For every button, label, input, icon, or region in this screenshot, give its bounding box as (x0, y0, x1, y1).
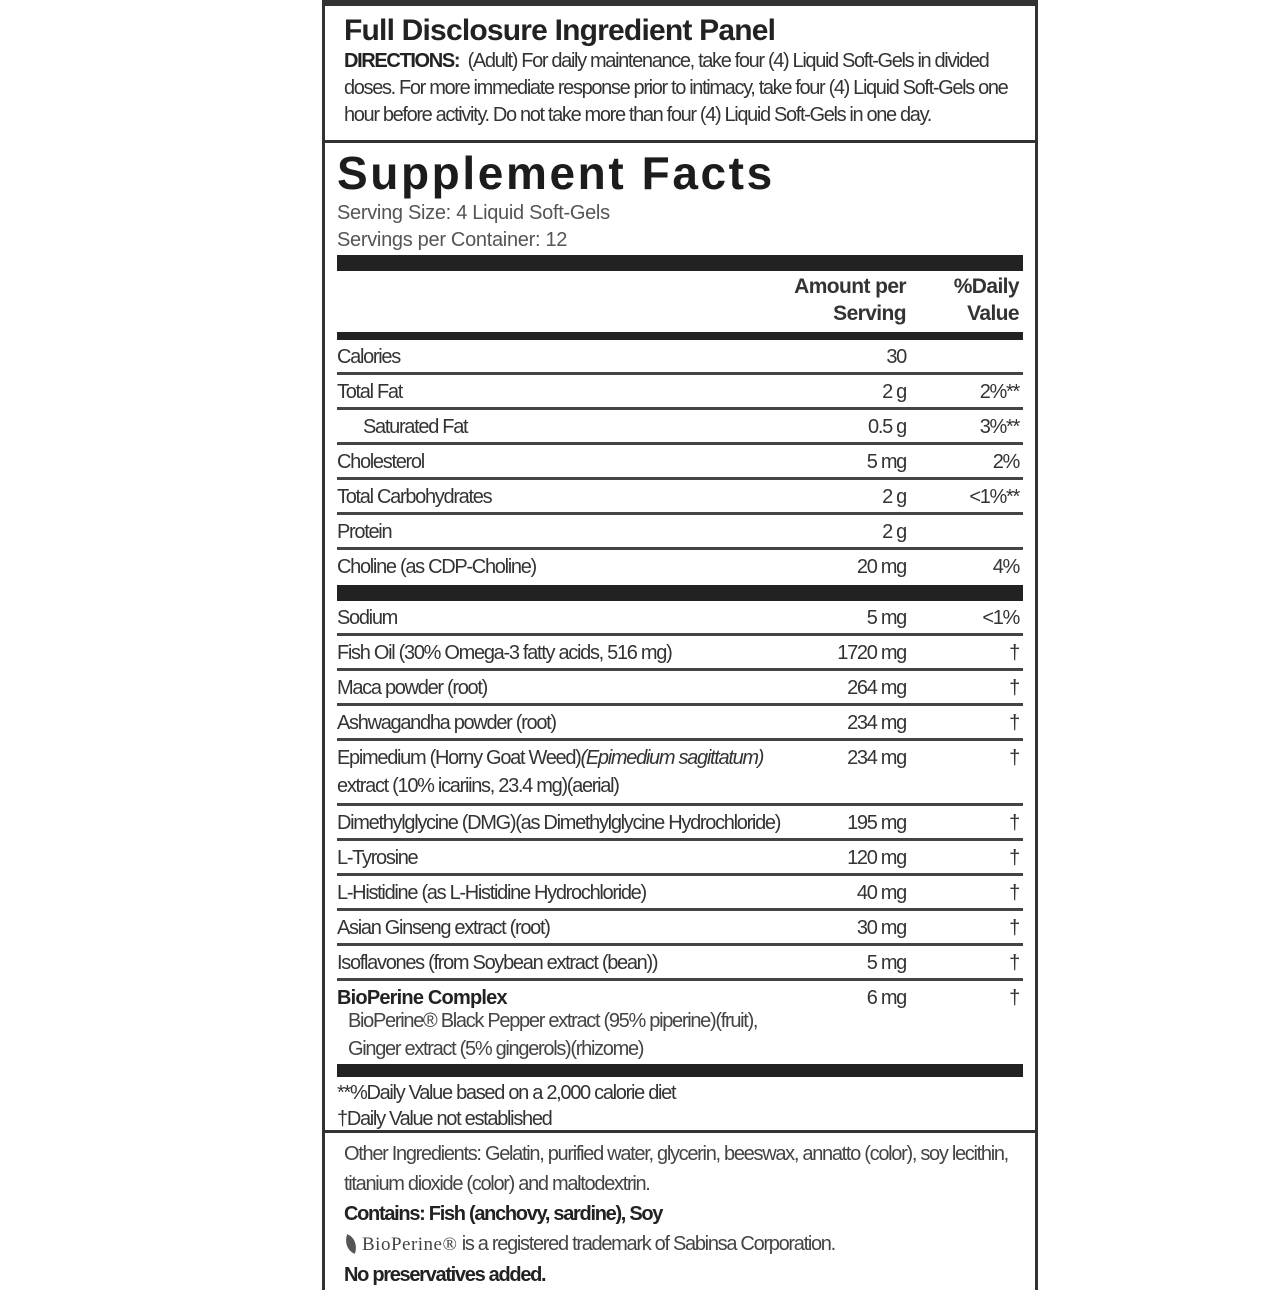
table-row (337, 671, 1023, 706)
col-dv: %Daily Value (953, 275, 1019, 325)
nutrient-name: Calories (337, 346, 400, 368)
daily-value: <1% (982, 607, 1019, 629)
table-row (337, 741, 1023, 806)
nutrient-name: Fish Oil (30% Omega-3 fatty acids, 516 mg) (337, 642, 672, 664)
amount: 264 mg (847, 677, 906, 699)
amount: 2 g (882, 486, 906, 508)
table-row (337, 601, 1023, 636)
nutrient-name: Ashwagandha powder (root) (337, 712, 556, 734)
nutrient-name: Dimethylglycine (DMG)(as Dimethylglycine Hydrochloride) (337, 812, 781, 834)
table-row (337, 841, 1023, 876)
divider-medium (337, 332, 1023, 340)
amount: 6 mg (866, 987, 906, 1009)
nutrient-name: Total Carbohydrates (337, 486, 492, 508)
table-row (337, 445, 1023, 480)
daily-value: † (1009, 712, 1019, 734)
nutrient-name: Maca powder (root) (337, 677, 487, 699)
divider-thick (337, 255, 1023, 271)
footnote-dagger: †Daily Value not established (337, 1108, 552, 1130)
servings-per-container: Servings per Container: 12 (337, 229, 568, 251)
amount: 0.5 g (868, 416, 906, 438)
table-row (337, 876, 1023, 911)
table-row (337, 340, 1023, 375)
amount: 1720 mg (837, 642, 906, 664)
table-row (337, 981, 1023, 1064)
column-header (337, 271, 1023, 332)
no-preservatives: No preservatives added. (344, 1264, 546, 1286)
table-row (337, 946, 1023, 981)
amount: 195 mg (847, 812, 906, 834)
table-row (337, 480, 1023, 515)
table-row (337, 706, 1023, 741)
table-row (337, 375, 1023, 410)
directions-text: (Adult) For daily maintenance, take four (4) Liquid Soft-Gels in divided doses. For more immediate response prior to intimacy, take four (4) Liquid Soft-Gels one hour before activity. Do not take more than four (4) Liquid Soft-Gels in one day. (344, 50, 1008, 126)
leaf-icon (342, 1234, 361, 1254)
footnotes (337, 1077, 1023, 1132)
table-row (337, 636, 1023, 671)
daily-value: † (1009, 812, 1019, 834)
divider-thick (337, 585, 1023, 601)
nutrient-name: Isoflavones (from Soybean extract (bean)) (337, 952, 658, 974)
nutrient-subtext: BioPerine® Black Pepper extract (95% piperine)(fruit), Ginger extract (5% gingerols)(rhizome) (348, 1010, 758, 1060)
nutrient-name: L-Histidine (as L-Histidine Hydrochloride) (337, 882, 646, 904)
table-row (337, 410, 1023, 445)
daily-value: † (1009, 917, 1019, 939)
daily-value: 2%** (979, 381, 1019, 403)
other-ingredients-box (325, 1133, 1035, 1290)
amount: 2 g (882, 381, 906, 403)
daily-value: † (1009, 952, 1019, 974)
nutrient-name: Cholesterol (337, 451, 424, 473)
amount: 5 mg (866, 952, 906, 974)
table-row (337, 806, 1023, 841)
amount: 234 mg (847, 747, 906, 769)
contains: Contains: Fish (anchovy, sardine), Soy (344, 1203, 663, 1225)
directions (344, 48, 1035, 129)
nutrient-name: Sodium (337, 607, 398, 629)
amount: 234 mg (847, 712, 906, 734)
ingredient-panel (322, 0, 1038, 1290)
directions-box (325, 6, 1035, 143)
col-amount: Amount per Serving (794, 275, 906, 325)
daily-value: † (1009, 987, 1019, 1009)
nutrient-name: Total Fat (337, 381, 402, 403)
daily-value: † (1009, 847, 1019, 869)
amount: 40 mg (856, 882, 906, 904)
nutrient-name: L-Tyrosine (337, 847, 418, 869)
amount: 20 mg (856, 556, 906, 578)
divider-thick (337, 1064, 1023, 1077)
directions-label: DIRECTIONS: (344, 50, 460, 72)
footnote-dv: **%Daily Value based on a 2,000 calorie diet (337, 1082, 676, 1104)
other-ingredients: Other Ingredients: Gelatin, purified water, glycerin, beeswax, annatto (color), soy lecithin, titanium dioxide (color) and maltodextrin. (344, 1143, 1008, 1195)
amount: 30 mg (856, 917, 906, 939)
bioperine-logo: BioPerine® (362, 1234, 458, 1255)
daily-value: <1%** (969, 486, 1019, 508)
daily-value: † (1009, 677, 1019, 699)
facts-title: Supplement Facts (337, 147, 775, 199)
daily-value: † (1009, 882, 1019, 904)
nutrient-name: Asian Ginseng extract (root) (337, 917, 550, 939)
panel-title: Full Disclosure Ingredient Panel (344, 14, 776, 47)
amount: 5 mg (866, 607, 906, 629)
daily-value: † (1009, 642, 1019, 664)
nutrient-name: Epimedium (Horny Goat Weed)(Epimedium sagittatum) extract (10% icariins, 23.4 mg)(aerial) (337, 747, 764, 797)
nutrient-name: Choline (as CDP-Choline) (337, 556, 536, 578)
table-row (337, 515, 1023, 550)
trademark-line: BioPerine® is a registered trademark of Sabinsa Corporation. (344, 1229, 1035, 1260)
daily-value: 3%** (979, 416, 1019, 438)
daily-value: † (1009, 747, 1019, 769)
table-row (337, 550, 1023, 585)
nutrient-name: Saturated Fat (363, 416, 468, 438)
nutrient-name: BioPerine Complex (337, 987, 507, 1009)
nutrient-name: Protein (337, 521, 392, 543)
amount: 5 mg (866, 451, 906, 473)
serving-size: Serving Size: 4 Liquid Soft-Gels (337, 202, 610, 224)
amount: 2 g (882, 521, 906, 543)
daily-value: 2% (992, 451, 1019, 473)
supplement-facts-box (325, 143, 1035, 1133)
daily-value: 4% (992, 556, 1019, 578)
table-row (337, 911, 1023, 946)
amount: 30 (886, 346, 906, 368)
amount: 120 mg (847, 847, 906, 869)
